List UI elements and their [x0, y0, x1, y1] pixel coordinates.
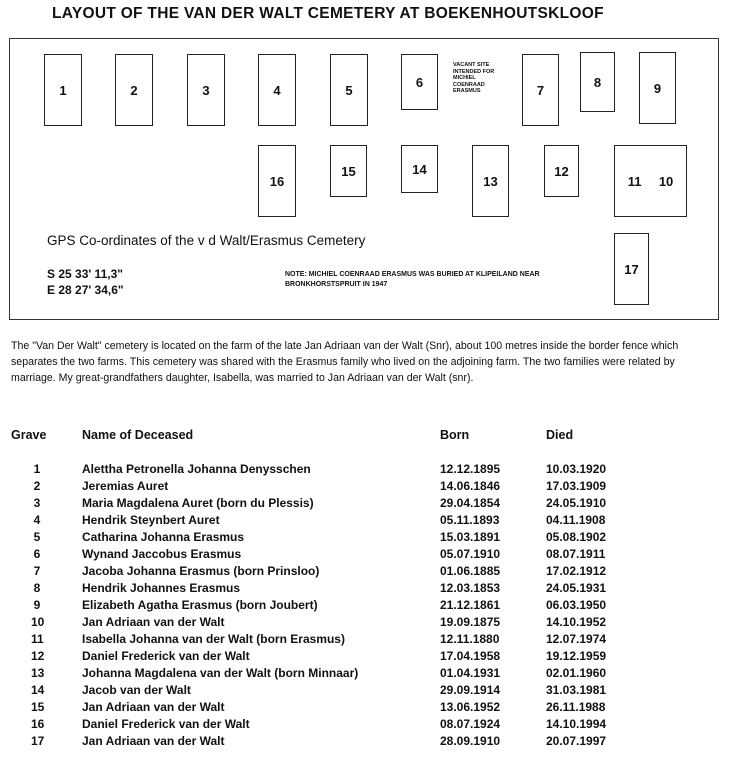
vacant-note-line: MICHIEL: [453, 75, 476, 81]
grave-plot-7: [522, 54, 559, 126]
deceased-table: [0, 462, 729, 751]
row-grave-number: 14: [31, 683, 45, 697]
row-name: Isabella Johanna van der Walt (born Erasmus): [82, 632, 345, 646]
table-row: [0, 581, 729, 598]
row-grave-number: 10: [31, 615, 45, 629]
grave-plot-8: [580, 52, 615, 112]
grave-number: 2: [130, 82, 138, 98]
row-name: Daniel Frederick van der Walt: [82, 717, 250, 731]
grave-plot-5: [330, 54, 368, 126]
row-name: Jacoba Johanna Erasmus (born Prinsloo): [82, 564, 320, 578]
row-died-date: 04.11.1908: [546, 513, 606, 527]
column-header-died: Died: [546, 428, 574, 442]
row-born-date: 08.07.1924: [440, 717, 501, 731]
row-born-date: 28.09.1910: [440, 734, 501, 748]
row-name: Hendrik Steynbert Auret: [82, 513, 220, 527]
grave-number: 1: [59, 82, 67, 98]
row-born-date: 12.11.1880: [440, 632, 500, 646]
row-born-date: 29.04.1854: [440, 496, 501, 510]
grave-number: 17: [624, 261, 639, 277]
vacant-note-line: COENRAAD: [453, 81, 485, 88]
grave-number: 4: [273, 82, 281, 98]
grave-plot-9: [639, 52, 676, 124]
row-born-date: 29.09.1914: [440, 683, 501, 697]
row-name: Jan Adriaan van der Walt: [82, 700, 225, 714]
table-row: [0, 564, 729, 581]
row-grave-number: 15: [31, 700, 45, 714]
row-born-date: 17.04.1958: [440, 649, 501, 663]
grave-number: 3: [202, 82, 210, 98]
row-died-date: 31.03.1981: [546, 683, 607, 697]
grave-number: 13: [483, 173, 498, 189]
row-died-date: 14.10.1952: [546, 615, 607, 629]
row-grave-number: 16: [31, 717, 45, 731]
row-name: Catharina Johanna Erasmus: [82, 530, 245, 544]
grave-plot-3: [187, 54, 225, 126]
gps-latitude: S 25 33' 11,3": [47, 267, 123, 281]
row-born-date: 15.03.1891: [440, 530, 501, 544]
table-row: [0, 513, 729, 530]
grave-plot-2: [115, 54, 153, 126]
row-died-date: 20.07.1997: [546, 734, 607, 748]
grave-number: 12: [554, 163, 569, 179]
row-died-date: 06.03.1950: [546, 598, 607, 612]
row-grave-number: 7: [33, 564, 41, 578]
row-died-date: 05.08.1902: [546, 530, 607, 544]
burial-note: NOTE: MICHIEL COENRAAD ERASMUS WAS BURIED AT KLIPEILAND NEAR BRONKHORSTSPRUIT IN 1947: [285, 271, 540, 288]
row-died-date: 12.07.1974: [546, 632, 607, 646]
grave-number: 11: [627, 173, 642, 189]
row-name: Jacob van der Walt: [82, 683, 191, 697]
grave-number: 10: [658, 173, 674, 189]
row-born-date: 05.11.1893: [440, 513, 500, 527]
row-born-date: 01.06.1885: [440, 564, 501, 578]
grave-plot-6: [401, 54, 438, 110]
column-header-born: Born: [440, 428, 470, 442]
row-grave-number: 1: [33, 462, 41, 476]
row-born-date: 21.12.1861: [440, 598, 501, 612]
row-name: Jan Adriaan van der Walt: [82, 734, 225, 748]
row-died-date: 17.03.1909: [546, 479, 607, 493]
row-grave-number: 11: [31, 632, 44, 646]
table-row: [0, 649, 729, 666]
row-died-date: 08.07.1911: [546, 547, 606, 561]
gps-longitude: E 28 27' 34,6": [47, 283, 124, 297]
row-grave-number: 2: [33, 479, 41, 493]
grave-plot-16: [258, 145, 296, 217]
row-died-date: 26.11.1988: [546, 700, 606, 714]
row-born-date: 14.06.1846: [440, 479, 501, 493]
row-born-date: 12.12.1895: [440, 462, 501, 476]
table-row: [0, 598, 729, 615]
grave-plot-14: [401, 145, 438, 193]
row-died-date: 19.12.1959: [546, 649, 607, 663]
table-row: [0, 496, 729, 513]
table-row: [0, 700, 729, 717]
vacant-note-line: VACANT SITE: [453, 62, 490, 68]
grave-number: 16: [269, 173, 285, 189]
row-grave-number: 9: [33, 598, 41, 612]
row-name: Jan Adriaan van der Walt: [82, 615, 225, 629]
vacant-note-line: ERASMUS: [453, 88, 481, 94]
grave-number: 7: [536, 82, 545, 98]
table-row: [0, 462, 729, 479]
row-grave-number: 3: [33, 496, 41, 510]
row-name: Hendrik Johannes Erasmus: [82, 581, 241, 595]
grave-number: 6: [415, 74, 424, 90]
row-name: Alettha Petronella Johanna Denysschen: [82, 462, 311, 476]
row-grave-number: 17: [31, 734, 45, 748]
grave-number: 9: [653, 80, 662, 96]
grave-plot-11-10: [614, 145, 687, 217]
row-name: Jeremias Auret: [82, 479, 169, 493]
table-row: [0, 734, 729, 751]
grave-number: 5: [345, 82, 353, 98]
row-died-date: 14.10.1994: [546, 717, 607, 731]
grave-number: 8: [593, 74, 602, 90]
row-name: Maria Magdalena Auret (born du Plessis): [82, 496, 314, 510]
grave-plot-1: [44, 54, 82, 126]
table-row: [0, 479, 729, 496]
table-row: [0, 632, 729, 649]
column-header-grave: Grave: [11, 428, 47, 442]
row-born-date: 05.07.1910: [440, 547, 501, 561]
gps-heading: GPS Co-ordinates of the v d Walt/Erasmus Cemetery: [47, 233, 366, 248]
table-row: [0, 615, 729, 632]
vacant-note-line: INTENDED FOR: [453, 68, 495, 75]
row-died-date: 24.05.1910: [546, 496, 607, 510]
grave-plot-13: [472, 145, 509, 217]
table-row: [0, 683, 729, 700]
grave-plot-15: [330, 145, 367, 197]
table-row: [0, 530, 729, 547]
row-born-date: 01.04.1931: [440, 666, 501, 680]
grave-plot-4: [258, 54, 296, 126]
row-died-date: 24.05.1931: [546, 581, 607, 595]
row-grave-number: 6: [33, 547, 41, 561]
table-row: [0, 547, 729, 564]
vacant-site-note: [453, 62, 523, 95]
grave-plot-12: [544, 145, 579, 197]
row-name: Daniel Frederick van der Walt: [82, 649, 250, 663]
row-grave-number: 4: [33, 513, 41, 527]
row-grave-number: 13: [31, 666, 45, 680]
grave-number: 15: [341, 163, 356, 179]
row-born-date: 12.03.1853: [440, 581, 501, 595]
table-row: [0, 717, 729, 734]
row-grave-number: 8: [33, 581, 41, 595]
row-died-date: 10.03.1920: [546, 462, 607, 476]
row-died-date: 02.01.1960: [546, 666, 607, 680]
row-grave-number: 12: [31, 649, 45, 663]
row-name: Wynand Jaccobus Erasmus: [82, 547, 242, 561]
row-died-date: 17.02.1912: [546, 564, 607, 578]
row-born-date: 19.09.1875: [440, 615, 501, 629]
row-name: Elizabeth Agatha Erasmus (born Joubert): [82, 598, 318, 612]
grave-number: 14: [412, 161, 427, 177]
row-grave-number: 5: [33, 530, 41, 544]
page-title: LAYOUT OF THE VAN DER WALT CEMETERY AT BOEKENHOUTSKLOOF: [52, 5, 604, 22]
intro-paragraph: The "Van Der Walt" cemetery is located on the farm of the late Jan Adriaan van der Walt (Snr), about 100 metres inside the border fence which separates the two farms. This cemetery was shared with the Erasmus family who lived on the adjoining farm. The two families were related by marriage. My great-grandfathers daughter, Isabella, was married to Jan Adriaan van der Walt (snr).: [11, 340, 679, 384]
column-header-name: Name of Deceased: [82, 428, 194, 442]
row-born-date: 13.06.1952: [440, 700, 501, 714]
table-row: [0, 666, 729, 683]
row-name: Johanna Magdalena van der Walt (born Minnaar): [82, 666, 359, 680]
grave-plot-17: [614, 233, 649, 305]
